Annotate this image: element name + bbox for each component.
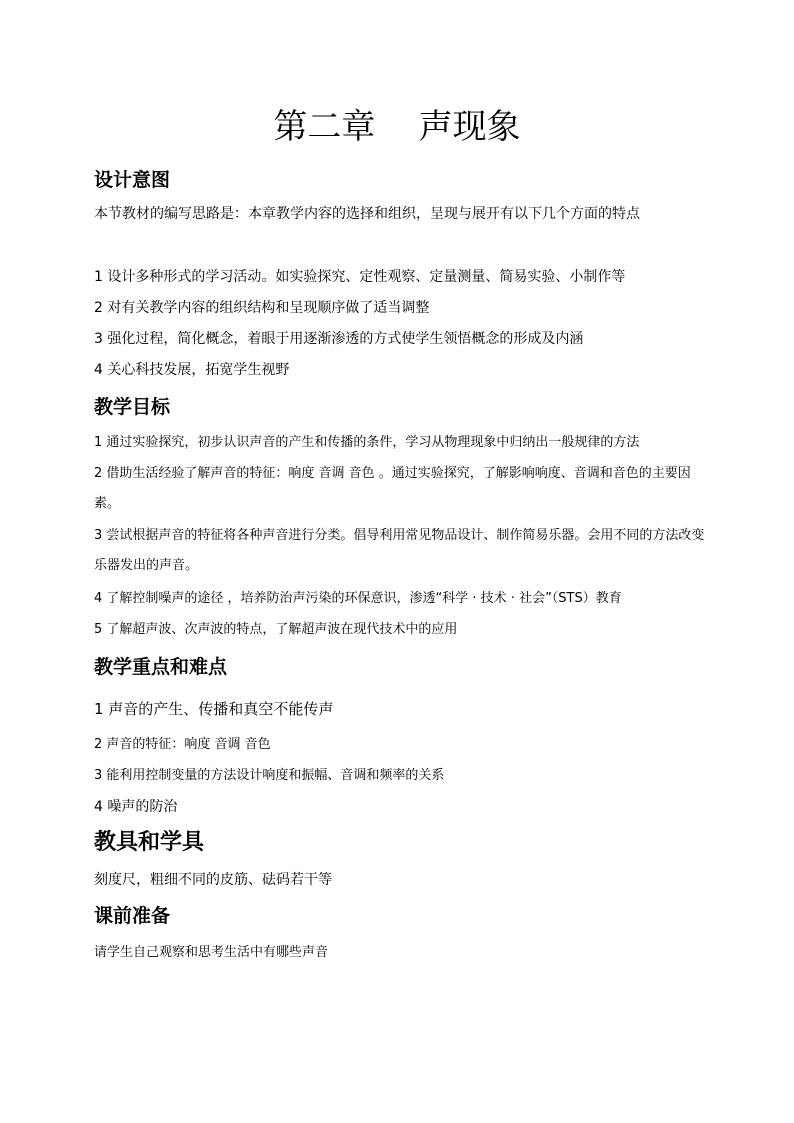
goals-paragraph-4: 4 了解控制噪声的途径 ，培养防治声污染的环保意识，渗透“科学 · 技术 · 社会”（STS）教育 <box>94 591 622 606</box>
key-points-paragraph-4: 4 噪声的防治 <box>94 799 178 815</box>
design-paragraph-intro: 本节教材的编写思路是：本章教学内容的选择和组织，呈现与展开有以下几个方面的特点 <box>94 206 640 222</box>
key-points-paragraph-2: 2 声音的特征：响度 音调 音色 <box>94 737 271 752</box>
design-paragraph-1: 1 设计多种形式的学习活动。如实验探究、定性观察、定量测量、简易实验、小制作等 <box>94 269 626 285</box>
design-paragraph-4: 4 关心科技发展，拓宽学生视野 <box>94 362 290 378</box>
goals-paragraph-3: 3 尝试根据声音的特征将各种声音进行分类。倡导利用常见物品设计、制作简易乐器。会用不同的方法改变乐器发出的声音。 <box>94 528 705 573</box>
chapter-title: 第二章 声现象 <box>273 107 521 147</box>
tools-paragraph-1: 刻度尺，粗细不同的皮筋、砝码若干等 <box>94 872 332 888</box>
section-heading-tools: 教具和学具 <box>94 830 205 855</box>
section-heading-key-points: 教学重点和难点 <box>94 656 228 678</box>
key-points-paragraph-3: 3 能利用控制变量的方法设计响度和振幅、音调和频率的关系 <box>94 768 445 783</box>
prep-paragraph-1: 请学生自己观察和思考生活中有哪些声音 <box>94 945 329 960</box>
design-paragraph-3: 3 强化过程，简化概念，着眼于用逐渐渗透的方式使学生领悟概念的形成及内涵 <box>94 331 584 347</box>
design-paragraph-2: 2 对有关教学内容的组织结构和呈现顺序做了适当调整 <box>94 300 430 316</box>
goals-paragraph-1: 1 通过实验探究，初步认识声音的产生和传播的条件，学习从物理现象中归纳出一般规律的方法 <box>94 435 640 450</box>
key-points-paragraph-1: 1 声音的产生、传播和真空不能传声 <box>94 700 334 718</box>
goals-paragraph-5: 5 了解超声波、次声波的特点，了解超声波在现代技术中的应用 <box>94 622 458 637</box>
section-heading-prep: 课前准备 <box>94 905 171 927</box>
section-heading-design: 设计意图 <box>94 169 171 191</box>
section-heading-goals: 教学目标 <box>94 396 171 418</box>
goals-paragraph-2: 2 借助生活经验了解声音的特征：响度 音调 音色 。通过实验探究，了解影响响度、音调和音色的主要因素。 <box>94 466 691 511</box>
